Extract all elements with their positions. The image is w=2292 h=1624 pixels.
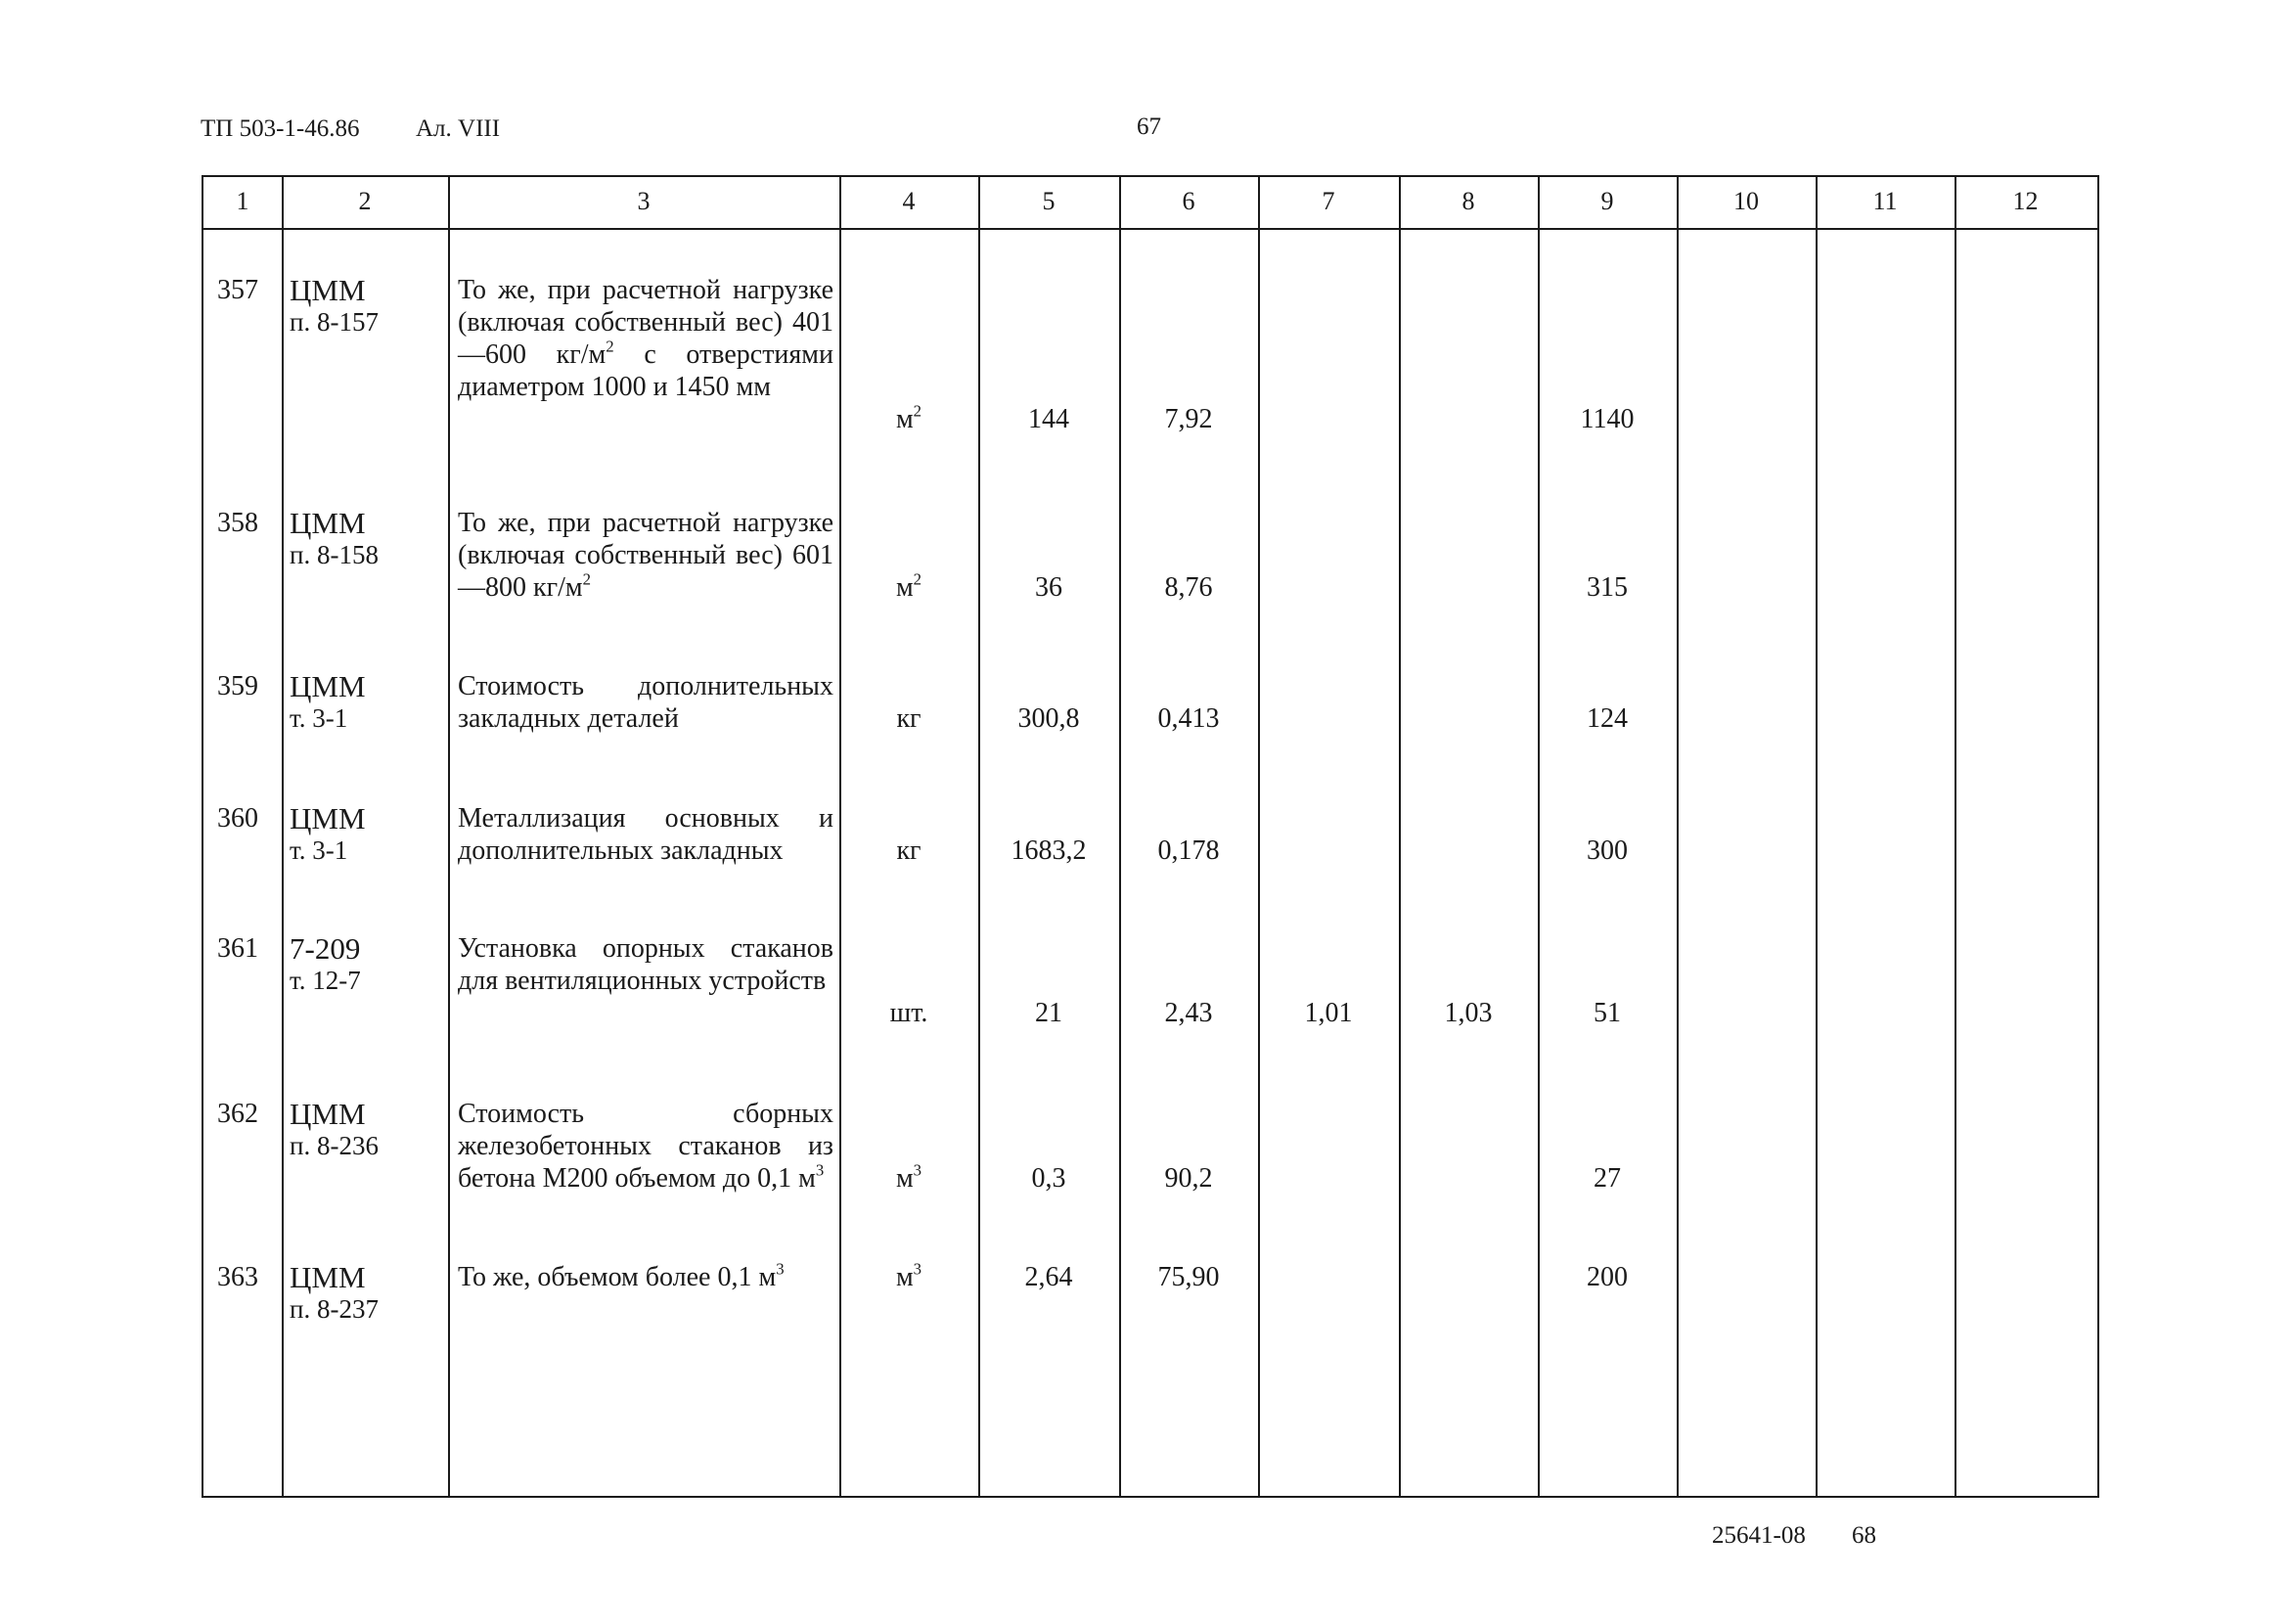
row-number: 357 [217, 275, 258, 305]
column-number: 10 [1733, 187, 1759, 215]
justification-code [290, 274, 444, 338]
quantity: 1683,2 [1011, 835, 1087, 866]
unit: $м^3$ [895, 1160, 922, 1194]
unit: кг [896, 703, 921, 734]
total-cost: 51 [1594, 998, 1621, 1028]
quantity: 21 [1035, 998, 1062, 1028]
code-reference: п. 8-158 [290, 540, 379, 569]
unit-price: 8,76 [1164, 572, 1213, 603]
coefficient-1: 1,01 [1304, 998, 1353, 1028]
code-reference: п. 8-237 [290, 1294, 379, 1324]
code-primary: ЦММ [290, 506, 366, 540]
unit: кг [896, 835, 921, 866]
code-primary: ЦММ [290, 1097, 366, 1131]
column-number: 6 [1182, 187, 1195, 215]
column-divider [1816, 177, 1818, 1496]
footer-code: 25641-08 [1712, 1522, 1806, 1549]
column-divider [448, 177, 450, 1496]
column-number: 12 [2012, 187, 2039, 215]
column-number: 1 [236, 187, 249, 215]
sheet-label: Ал. VIII [416, 115, 501, 142]
work-description: Стоимость сборных железобетонных стаканов из бетона М200 объемом до 0,1 $м^3$ [458, 1099, 833, 1194]
unit: $м^3$ [895, 1259, 922, 1292]
code-primary: ЦММ [290, 273, 366, 307]
justification-code [290, 1261, 444, 1326]
unit-price: 7,92 [1164, 404, 1213, 434]
total-cost: 300 [1587, 835, 1628, 866]
column-divider [1258, 177, 1260, 1496]
work-description: То же, при расчетной нагрузке (включая собственный вес) 601—800 $кг/м^2$ [458, 508, 833, 603]
unit: шт. [889, 998, 928, 1028]
code-reference: п. 8-157 [290, 307, 379, 337]
code-reference: т. 3-1 [290, 703, 348, 733]
code-primary: ЦММ [290, 669, 366, 703]
row-number: 362 [217, 1099, 258, 1129]
unit-price: 0,178 [1157, 835, 1220, 866]
row-number: 358 [217, 508, 258, 538]
page-number: 67 [1137, 113, 1161, 140]
code-primary: 7-209 [290, 931, 361, 966]
unit: $м^2$ [895, 401, 922, 434]
justification-code [290, 932, 444, 997]
code-reference: п. 8-236 [290, 1131, 379, 1160]
quantity: 144 [1028, 404, 1069, 434]
code-primary: ЦММ [290, 1260, 366, 1294]
work-description: Металлизация основных и дополнительных закладных [458, 803, 833, 866]
unit: $м^2$ [895, 569, 922, 603]
column-number: 3 [637, 187, 651, 215]
unit-price: 2,43 [1164, 998, 1213, 1028]
work-description: Стоимость дополнительных закладных деталей [458, 671, 833, 734]
total-cost: 1140 [1580, 404, 1635, 434]
unit-price: 90,2 [1164, 1163, 1213, 1194]
work-description: То же, объемом более 0,1 $м^3$ [458, 1259, 785, 1292]
column-divider [1955, 177, 1956, 1496]
justification-code [290, 507, 444, 571]
column-divider [1677, 177, 1679, 1496]
unit-price: 0,413 [1157, 703, 1220, 734]
column-number: 11 [1872, 187, 1898, 215]
unit-price: 75,90 [1157, 1262, 1220, 1292]
total-cost: 200 [1587, 1262, 1628, 1292]
header-divider [203, 228, 2097, 230]
justification-code [290, 670, 444, 735]
column-number: 2 [358, 187, 372, 215]
document-code: ТП 503-1-46.86 [201, 115, 360, 142]
row-number: 359 [217, 671, 258, 701]
justification-code [290, 802, 444, 867]
column-divider [282, 177, 284, 1496]
footer-page-number: 68 [1852, 1522, 1876, 1549]
column-number: 4 [902, 187, 916, 215]
estimate-table [202, 175, 2099, 1498]
code-primary: ЦММ [290, 801, 366, 835]
row-number: 361 [217, 933, 258, 964]
code-reference: т. 3-1 [290, 835, 348, 865]
work-description: Установка опорных стаканов для вентиляционных устройств [458, 933, 833, 996]
quantity: 0,3 [1031, 1163, 1066, 1194]
row-number: 363 [217, 1262, 258, 1292]
row-number: 360 [217, 803, 258, 834]
column-number: 5 [1042, 187, 1056, 215]
total-cost: 315 [1587, 572, 1628, 603]
column-divider [1399, 177, 1401, 1496]
code-reference: т. 12-7 [290, 966, 361, 995]
work-description: То же, при расчетной нагрузке (включая собственный вес) 401—600 $кг/м^2$ с отверстиями диаметром 1000 и 1450 мм [458, 275, 833, 402]
quantity: 36 [1035, 572, 1062, 603]
column-number: 9 [1600, 187, 1614, 215]
total-cost: 124 [1587, 703, 1628, 734]
quantity: 300,8 [1017, 703, 1080, 734]
total-cost: 27 [1594, 1163, 1621, 1194]
coefficient-2: 1,03 [1444, 998, 1493, 1028]
column-number: 8 [1461, 187, 1475, 215]
quantity: 2,64 [1024, 1262, 1073, 1292]
justification-code [290, 1098, 444, 1162]
column-number: 7 [1322, 187, 1335, 215]
